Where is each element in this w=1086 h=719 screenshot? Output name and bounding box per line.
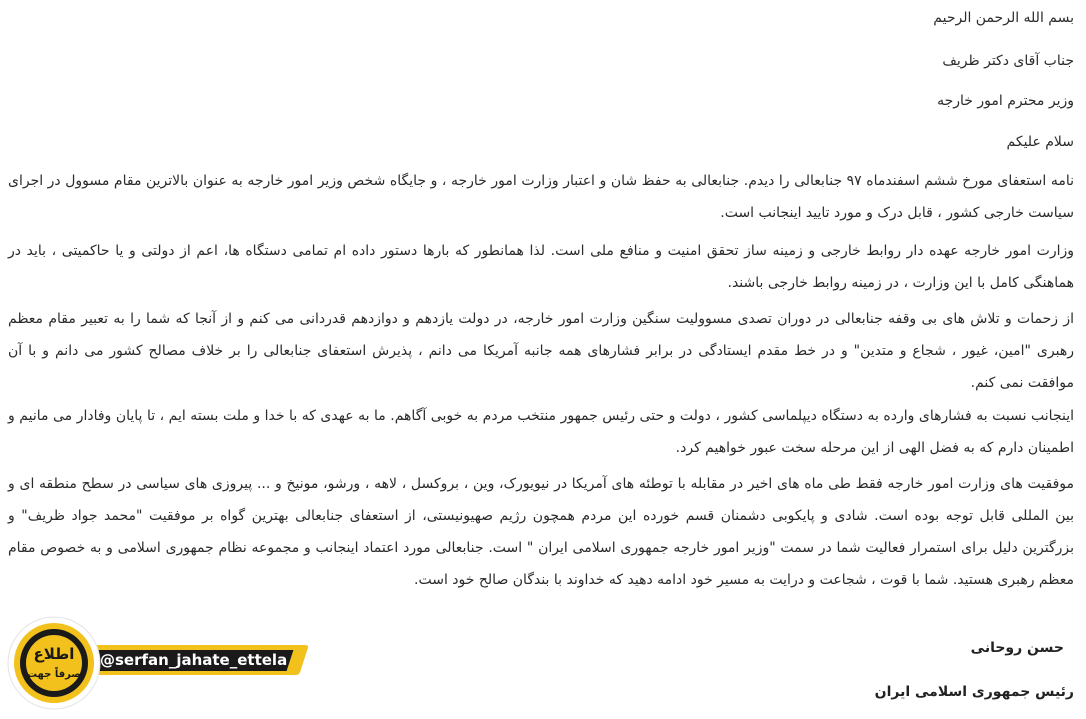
basmala: بسم الله الرحمن الرحیم	[933, 10, 1074, 26]
paragraph-3: از زحمات و تلاش های بی وقفه جنابعالی در دوران تصدی مسوولیت سنگین وزارت امور خارجه، در دولت یازدهم و دوازدهم قدردانی می کنم و از آنجا که شما را به تعبیر مقام معظم رهبری "امین، غیور ، شجاع و متدین" و در خط مقدم ایستادگی در برابر فشارهای همه جانبه آمریکا می دانم ، پذیرش استعفای جنابعالی را بر خلاف مصالح کشور می دانم و با آن موافقت نمی کنم.	[8, 311, 1074, 391]
paragraph-4: اینجانب نسبت به فشارهای وارده به دستگاه دیپلماسی کشور ، دولت و حتی رئیس جمهور منتخب مردم به خوبی آگاهم. ما به عهدی که با خدا و ملت بسته ایم ، تا پایان وفادار می مانیم و اطمینان دارم که به فضل الهی از این مرحله سخت عبور خواهیم کرد.	[8, 408, 1074, 456]
greeting: سلام علیکم	[1006, 134, 1074, 150]
watermark-handle: @serfan_jahate_ettela	[100, 651, 288, 669]
signature-title: رئیس جمهوری اسلامی ایران	[874, 684, 1074, 700]
recipient-title: وزیر محترم امور خارجه	[937, 93, 1074, 109]
paragraph-1: نامه استعفای مورخ ششم اسفندماه ۹۷ جنابعالی را دیدم. جنابعالی به حفظ شان و اعتبار وزارت امور خارجه ، و جایگاه شخص وزیر امور خارجه به عنوان بالاترین مقام مسوول در اجرای سیاست خارجی کشور ، قابل درک و مورد تایید اینجانب است.	[8, 173, 1074, 221]
signature-name: حسن روحانی	[970, 640, 1064, 656]
paragraph-5: موفقیت های وزارت امور خارجه فقط طی ماه های اخیر در مقابله با توطئه های آمریکا در نیویورک، وین ، بروکسل ، لاهه ، ورشو، مونیخ و ... پیروزی های سیاسی در سطح منطقه ای و بین المللی قابل توجه بوده است. شادی و پایکوبی دشمنان قسم خورده این مردم همچون رژیم صهیونیستی، از استعفای جنابعالی بهترین گواه بر موفقیت "محمد جواد ظریف" و بزرگترین دلیل برای استمرار فعالیت شما در سمت "وزیر امور خارجه جمهوری اسلامی ایران " است. جنابعالی مورد اعتماد اینجانب و مجموعه نظام جمهوری اسلامی و به خصوص مقام معظم رهبری هستید. شما با قوت ، شجاعت و درایت به مسیر خود ادامه دهید که خداوند با بندگان صالح خود است.	[8, 476, 1074, 588]
channel-logo-icon	[6, 615, 102, 711]
logo-text: اطلاع	[33, 645, 75, 663]
addressee: جناب آقای دکتر ظریف	[942, 53, 1074, 69]
logo-subtext: صرفاً جهت	[26, 669, 82, 680]
paragraph-2: وزارت امور خارجه عهده دار روابط خارجی و زمینه ساز تحقق امنیت و منافع ملی است. لذا همانطور که بارها دستور داده ام تمامی دستگاه ها، اعم از دولتی و یا حاکمیتی ، باید در هماهنگی کامل با این وزارت ، در زمینه روابط خارجی باشند.	[8, 243, 1074, 291]
